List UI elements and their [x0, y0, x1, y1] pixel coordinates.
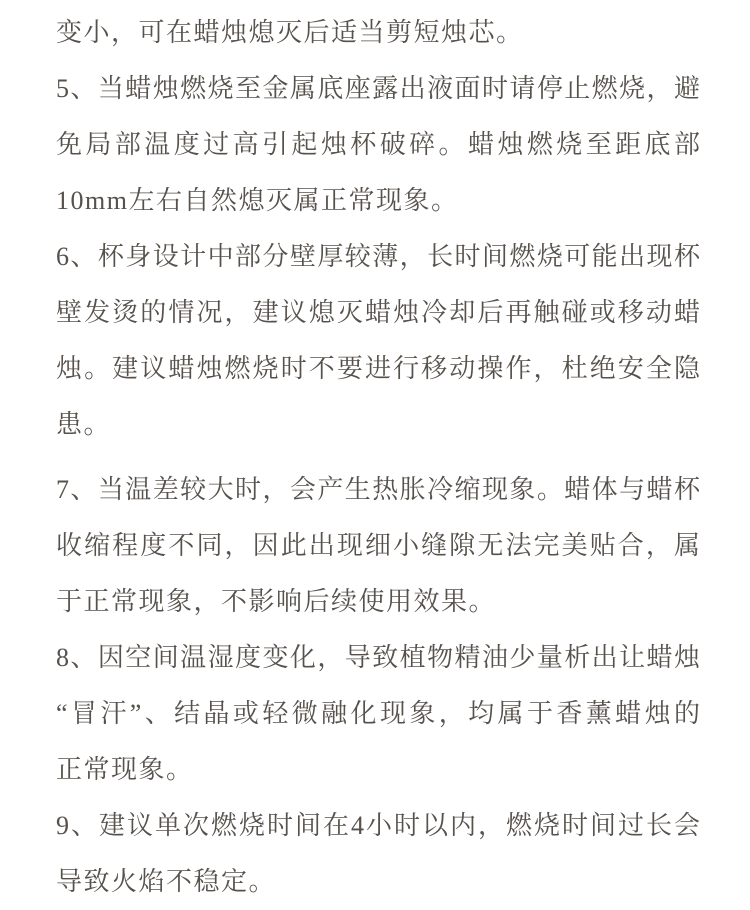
paragraph-note-6 [56, 229, 700, 453]
paragraph-note-5 [56, 61, 700, 229]
text-line: 烛。建议蜡烛燃烧时不要进行移动操作，杜绝安全隐 [56, 354, 700, 383]
text-line: “冒汗”、结晶或轻微融化现象，均属于香薰蜡烛的 [56, 699, 700, 728]
text-line: 10mm左右自然熄灭属正常现象。 [56, 186, 459, 215]
text-line: 变小，可在蜡烛熄灭后适当剪短烛芯。 [56, 18, 524, 47]
text-line: 9、建议单次燃烧时间在4小时以内，燃烧时间过长会 [56, 811, 700, 840]
paragraph-continuation [56, 5, 700, 61]
text-line: 6、杯身设计中部分壁厚较薄，长时间燃烧可能出现杯 [56, 242, 700, 271]
text-line: 壁发烫的情况，建议熄灭蜡烛冷却后再触碰或移动蜡 [56, 298, 700, 327]
paragraph-note-7 [56, 462, 700, 630]
text-line: 5、当蜡烛燃烧至金属底座露出液面时请停止燃烧，避 [56, 74, 700, 103]
text-line: 7、当温差较大时，会产生热胀冷缩现象。蜡体与蜡杯 [56, 475, 700, 504]
text-line: 正常现象。 [56, 755, 194, 784]
text-line: 免局部温度过高引起烛杯破碎。蜡烛燃烧至距底部 [56, 130, 700, 159]
text-line: 患。 [56, 410, 112, 439]
text-line: 8、因空间温湿度变化，导致植物精油少量析出让蜡烛 [56, 643, 700, 672]
paragraph-note-8 [56, 630, 700, 798]
text-line: 于正常现象，不影响后续使用效果。 [56, 587, 497, 616]
text-line: 导致火焰不稳定。 [56, 867, 277, 896]
text-line: 收缩程度不同，因此出现细小缝隙无法完美贴合，属 [56, 531, 700, 560]
document-body [56, 5, 700, 910]
paragraph-note-9 [56, 798, 700, 910]
